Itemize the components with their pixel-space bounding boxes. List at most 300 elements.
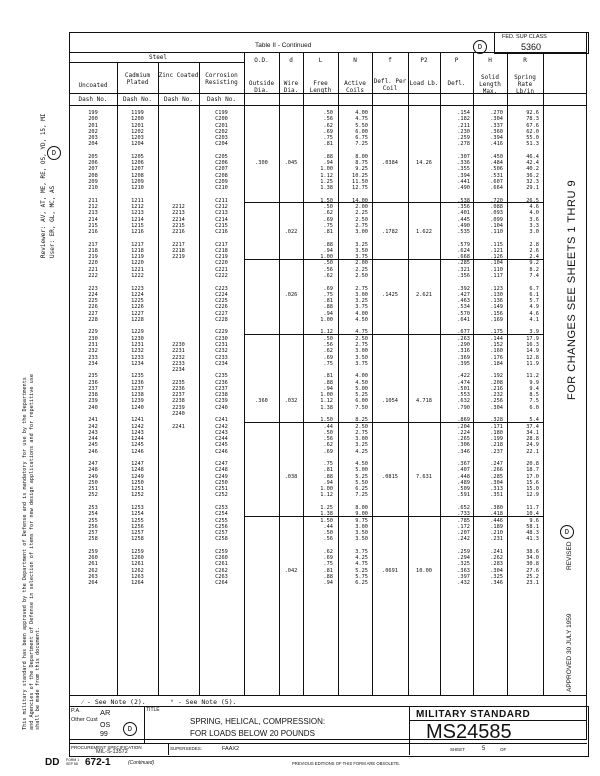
solid-length-cell: .117 xyxy=(490,273,503,280)
active-coils-cell: 3.00 xyxy=(355,523,368,530)
uncoated-cell: 233 xyxy=(88,354,98,361)
form-prefix: DD xyxy=(45,757,60,768)
defl-cell: .207 xyxy=(457,530,470,537)
fed-sup-class-label: FED. SUP CLASS xyxy=(502,34,547,40)
zinc-cell: 2237 xyxy=(172,392,185,399)
corrosion-cell: C207 xyxy=(215,166,228,173)
active-coils-cell: 4.75 xyxy=(355,329,368,336)
uncoated-cell: 240 xyxy=(88,404,98,411)
active-coils-cell: 12.75 xyxy=(352,185,368,192)
zinc-cell: 2232 xyxy=(172,354,185,361)
solid-length-cell: .171 xyxy=(490,423,503,430)
active-coils-cell: 3.00 xyxy=(355,291,368,298)
free-length-cell: .69 xyxy=(323,128,333,135)
free-length-cell: .81 xyxy=(323,467,333,474)
uncoated-cell: 217 xyxy=(88,241,98,248)
defl-cell: .401 xyxy=(457,210,470,217)
free-length-cell: .94 xyxy=(323,479,333,486)
defl-cell: .534 xyxy=(457,304,470,311)
uncoated-cell: 208 xyxy=(88,172,98,179)
solid-length-cell: .184 xyxy=(490,360,503,367)
spring-rate-cell: 9.6 xyxy=(529,517,539,524)
uncoated-cell: 244 xyxy=(88,436,98,443)
corrosion-cell: C233 xyxy=(215,354,228,361)
cadmium-cell: 1258 xyxy=(131,536,144,543)
cadmium-cell: 1254 xyxy=(131,511,144,518)
uncoated-cell: 262 xyxy=(88,567,98,574)
defl-cell: .259 xyxy=(457,548,470,555)
active-coils-cell: 6.00 xyxy=(355,398,368,405)
corrosion-cell: C229 xyxy=(215,329,228,336)
col-line xyxy=(543,52,544,695)
defl-cell: .336 xyxy=(457,160,470,167)
dashno-corrosion: Dash No. xyxy=(207,96,236,103)
active-coils-cell: 2.25 xyxy=(355,210,368,217)
free-length-cell: .88 xyxy=(323,473,333,480)
cadmium-cell: 1222 xyxy=(131,273,144,280)
defl-cell: .489 xyxy=(457,479,470,486)
solid-length-cell: .180 xyxy=(490,429,503,436)
free-length-cell: .56 xyxy=(323,266,333,273)
uncoated-cell: 251 xyxy=(88,486,98,493)
solid-length-cell: .304 xyxy=(490,567,503,574)
corrosion-cell: C223 xyxy=(215,285,228,292)
spring-rate-cell: 12.9 xyxy=(526,492,539,499)
solid-length-cell: .232 xyxy=(490,392,503,399)
spring-rate-cell: 5.4 xyxy=(529,417,539,424)
r-symbol: R xyxy=(523,57,527,64)
spring-rate-cell: 11.7 xyxy=(526,505,539,511)
free-length-cell: 1.12 xyxy=(320,172,333,179)
spring-rate-cell: 46.4 xyxy=(526,153,539,160)
active-coils-cell: 9.75 xyxy=(355,517,368,524)
free-length-cell: .94 xyxy=(323,310,333,317)
defl-cell: .445 xyxy=(457,216,470,223)
defl-cell: .306 xyxy=(457,442,470,449)
cadmium-cell: 1205 xyxy=(131,153,144,160)
free-length-cell: 1.38 xyxy=(320,404,333,411)
spring-rate-cell: 6.1 xyxy=(529,291,539,298)
free-length-cell: .56 xyxy=(323,536,333,543)
cadmium-cell: 1238 xyxy=(131,392,144,399)
active-coils-cell: 5.25 xyxy=(355,473,368,480)
solid-length-cell: .160 xyxy=(490,348,503,355)
spring-rate-cell: 36.2 xyxy=(526,172,539,179)
cadmium-cell: 1225 xyxy=(131,298,144,305)
uncoated-cell: 256 xyxy=(88,523,98,530)
corrosion-cell: C219 xyxy=(215,254,228,261)
cadmium-cell: 1261 xyxy=(131,561,144,568)
spring-rate-cell: 9.9 xyxy=(529,379,539,386)
corrosion-cell: C263 xyxy=(215,573,228,580)
defl-per-coil-cell: .0691 xyxy=(382,567,398,574)
solid-length-cell: .351 xyxy=(490,492,503,499)
uncoated-cell: 225 xyxy=(88,298,98,305)
cadmium-cell: 1200 xyxy=(131,116,144,123)
active-coils-cell: 3.25 xyxy=(355,298,368,305)
wire-dia-cell: .045 xyxy=(284,160,298,167)
uncoated-cell: 203 xyxy=(88,135,98,142)
spring-rate-cell: 22.1 xyxy=(526,448,539,455)
cadmium-cell: 1247 xyxy=(131,461,144,468)
free-length-cell: .62 xyxy=(323,122,333,129)
free-length-cell: 1.50 xyxy=(320,197,333,204)
solid-length-cell: .218 xyxy=(490,442,503,449)
active-coils-cell: 2.50 xyxy=(355,335,368,342)
uncoated-cell: 211 xyxy=(88,197,98,204)
reviewer-circle-d: D xyxy=(47,146,61,160)
corrosion-cell: C221 xyxy=(215,266,228,273)
cadmium-cell: 1244 xyxy=(131,436,144,443)
uncoated-cell: 257 xyxy=(88,530,98,537)
spring-rate-cell: 4.9 xyxy=(529,304,539,311)
cadmium-cell: 1259 xyxy=(131,548,144,555)
solid-length-cell: .110 xyxy=(490,266,503,273)
spring-rate-cell: 58.1 xyxy=(526,523,539,530)
cadmium-cell: 1206 xyxy=(131,160,144,167)
corrosion-cell: C250 xyxy=(215,479,228,486)
cadmium-cell: 1212 xyxy=(131,204,144,211)
corrosion-cell: C217 xyxy=(215,241,228,248)
defl-cell: .294 xyxy=(457,555,470,562)
spring-rate-cell: 48.3 xyxy=(526,530,539,537)
zinc-cell: 2218 xyxy=(172,247,185,254)
title-label: TITLE xyxy=(146,707,160,713)
cadmium-cell: 1248 xyxy=(131,467,144,474)
uncoated-cell: 216 xyxy=(88,229,98,236)
corrosion-cell: C260 xyxy=(215,555,228,562)
free-length-cell: .94 xyxy=(323,160,333,167)
free-length-cell: .69 xyxy=(323,354,333,361)
uncoated-cell: 260 xyxy=(88,555,98,562)
defl-cell: .367 xyxy=(457,461,470,468)
cadmium-cell: 1227 xyxy=(131,310,144,317)
defl-cell: .259 xyxy=(457,135,470,142)
defl-per-coil-cell: .0384 xyxy=(382,160,398,167)
solid-length-cell: .313 xyxy=(490,486,503,493)
cadmium-cell: 1203 xyxy=(131,135,144,142)
solid-length-cell: .446 xyxy=(490,517,503,524)
note5-symbol: ⱽ xyxy=(170,698,174,706)
active-coils-cell: 2.75 xyxy=(355,341,368,348)
active-coils-cell: 2.50 xyxy=(355,216,368,223)
cadmium-cell: 1208 xyxy=(131,172,144,179)
active-coils-cell: 4.00 xyxy=(355,310,368,317)
spring-rate-cell: 29.1 xyxy=(526,185,539,192)
active-coils-cell: 5.25 xyxy=(355,392,368,399)
spring-rate-cell: 10.4 xyxy=(526,511,539,518)
defl-cell: .591 xyxy=(457,492,470,499)
free-length-cell: .50 xyxy=(323,530,333,537)
group-separator xyxy=(244,259,543,260)
active-coils-cell: 8.00 xyxy=(355,505,368,511)
active-coils-cell: 4.75 xyxy=(355,561,368,568)
active-coils-cell: 11.50 xyxy=(352,178,368,185)
spring-rate-cell: 78.3 xyxy=(526,116,539,123)
defl-cell: .509 xyxy=(457,486,470,493)
cadmium-cell: 1201 xyxy=(131,122,144,129)
uncoated-cell: 204 xyxy=(88,141,98,148)
solid-length-header: Solid Length Max. xyxy=(479,74,501,95)
spring-rate-cell: 18.7 xyxy=(526,467,539,474)
spring-rate-cell: 28.8 xyxy=(526,436,539,443)
free-length-cell: .81 xyxy=(323,141,333,148)
cadmium-cell: 1255 xyxy=(131,517,144,524)
steel-line xyxy=(69,62,244,63)
defl-cell: .624 xyxy=(457,247,470,254)
free-length-cell: .50 xyxy=(323,335,333,342)
corrosion-cell: C256 xyxy=(215,523,228,530)
defl-cell: .397 xyxy=(457,573,470,580)
wire-dia-cell: .032 xyxy=(284,398,298,405)
corrosion-cell: C208 xyxy=(215,172,228,179)
uncoated-cell: 259 xyxy=(88,548,98,555)
corrosion-cell: C257 xyxy=(215,530,228,537)
spring-rate-cell: 62.0 xyxy=(526,128,539,135)
active-coils-cell: 3.50 xyxy=(355,536,368,543)
uncoated-cell: 221 xyxy=(88,266,98,273)
spring-rate-cell: 15.0 xyxy=(526,486,539,493)
wire-dia-cell: .042 xyxy=(284,567,298,574)
active-coils-cell: 10.25 xyxy=(352,172,368,179)
zinc-cell: 2238 xyxy=(172,398,185,405)
spring-rate-cell: 37.4 xyxy=(526,423,539,430)
doc-number: MS24585 xyxy=(426,721,512,743)
zinc-cell: 2240 xyxy=(172,410,185,417)
defl-cell: .230 xyxy=(457,128,470,135)
cadmium-cell: 1231 xyxy=(131,341,144,348)
wire-dia-cell: .022 xyxy=(284,229,298,236)
cadmium-cell: 1211 xyxy=(131,197,144,204)
defl-cell: .441 xyxy=(457,178,470,185)
free-length-cell: .50 xyxy=(323,429,333,436)
uncoated-cell: 228 xyxy=(88,316,98,323)
active-coils-cell: 2.75 xyxy=(355,222,368,229)
proc-spec-value: MIL-S-13572 xyxy=(96,749,128,755)
solid-length-cell: .104 xyxy=(490,222,503,229)
spring-rate-cell: 17.0 xyxy=(526,473,539,480)
corrosion-cell: C201 xyxy=(215,122,228,129)
zinc-cell: 2234 xyxy=(172,367,185,374)
free-length-cell: .75 xyxy=(323,561,333,568)
zinc-cell: 2239 xyxy=(172,404,185,411)
corrosion-cell: C254 xyxy=(215,511,228,518)
solid-length-cell: .152 xyxy=(490,341,503,348)
notes-line xyxy=(69,695,587,696)
defl-cell: .356 xyxy=(457,204,470,211)
col-line xyxy=(279,52,280,695)
corrosion-header: Corrosion Resisting xyxy=(205,72,238,86)
corrosion-cell: C262 xyxy=(215,567,228,574)
corrosion-cell: C235 xyxy=(215,373,228,380)
reviewer-text: Reviewer: AV, AT, ME, RE, OS, YD, 15, MI xyxy=(40,113,47,258)
free-length-cell: 1.38 xyxy=(320,185,333,192)
defl-cell: .394 xyxy=(457,172,470,179)
zinc-cell: 2216 xyxy=(172,229,185,236)
free-length-cell: .69 xyxy=(323,555,333,562)
zinc-cell: 2212 xyxy=(172,204,185,211)
active-coils-cell: 3.75 xyxy=(355,304,368,311)
solid-length-cell: .484 xyxy=(490,160,503,167)
active-coils-cell: 5.00 xyxy=(355,385,368,392)
corrosion-cell: C205 xyxy=(215,153,228,160)
solid-length-cell: .088 xyxy=(490,204,503,211)
defl-cell: .785 xyxy=(457,517,470,524)
header-circle-d: D xyxy=(473,40,487,54)
solid-length-cell: .285 xyxy=(490,473,503,480)
uncoated-cell: 226 xyxy=(88,304,98,311)
cadmium-cell: 1241 xyxy=(131,417,144,424)
uncoated-cell: 234 xyxy=(88,360,98,367)
cadmium-cell: 1204 xyxy=(131,141,144,148)
defl-cell: .869 xyxy=(457,417,470,424)
solid-length-cell: .169 xyxy=(490,316,503,323)
corrosion-cell: C222 xyxy=(215,273,228,280)
corrosion-cell: C204 xyxy=(215,141,228,148)
spring-rate-cell: 12.8 xyxy=(526,354,539,361)
approved-date: APPROVED 30 JULY 1959 xyxy=(566,613,573,692)
cadmium-cell: 1246 xyxy=(131,448,144,455)
defl-cell: .395 xyxy=(457,360,470,367)
uncoated-cell: 200 xyxy=(88,116,98,123)
defl-cell: .448 xyxy=(457,473,470,480)
defl-cell: .285 xyxy=(457,260,470,267)
corrosion-cell: C258 xyxy=(215,536,228,543)
uncoated-cell: 206 xyxy=(88,160,98,167)
cadmium-cell: 1214 xyxy=(131,216,144,223)
col-line xyxy=(372,52,373,695)
spring-rate-cell: 2.6 xyxy=(529,247,539,254)
spring-rate-cell: 67.6 xyxy=(526,122,539,129)
spring-rate-cell: 3.9 xyxy=(529,329,539,336)
free-length-cell: 1.00 xyxy=(320,392,333,399)
group-separator xyxy=(244,334,543,335)
cadmium-cell: 1253 xyxy=(131,505,144,511)
corrosion-cell: C264 xyxy=(215,580,228,587)
corrosion-cell: C206 xyxy=(215,160,228,167)
cadmium-cell: 1243 xyxy=(131,429,144,436)
zinc-cell: 2213 xyxy=(172,210,185,217)
spring-rate-cell: 9.4 xyxy=(529,385,539,392)
active-coils-cell: 6.75 xyxy=(355,135,368,142)
sheet-value: 5 xyxy=(482,746,486,752)
solid-length-cell: .262 xyxy=(490,555,503,562)
defl-cell: .172 xyxy=(457,523,470,530)
cadmium-cell: 1213 xyxy=(131,210,144,217)
zinc-cell: 2230 xyxy=(172,341,185,348)
spring-rate-cell: 41.3 xyxy=(526,536,539,543)
cadmium-cell: 1257 xyxy=(131,530,144,537)
free-length-cell: .62 xyxy=(323,273,333,280)
sheet-label: SHEET xyxy=(450,747,466,752)
uncoated-cell: 212 xyxy=(88,204,98,211)
corrosion-cell: C238 xyxy=(215,392,228,399)
title-line2: FOR LOADS BELOW 20 POUNDS xyxy=(190,729,315,738)
cadmium-cell: 1251 xyxy=(131,486,144,493)
left-margin-notice xyxy=(22,370,42,730)
solid-length-cell: .231 xyxy=(490,536,503,543)
proc-spec-label: PROCUREMENT SPECIFICATION xyxy=(71,745,142,750)
free-length-cell: .56 xyxy=(323,341,333,348)
solid-length-cell: .531 xyxy=(490,172,503,179)
note2-text: ⁄ - See Note (2). xyxy=(82,698,146,706)
corrosion-cell: C251 xyxy=(215,486,228,493)
spring-rate-cell: 4.0 xyxy=(529,210,539,217)
active-coils-cell: 4.00 xyxy=(355,110,368,116)
free-length-cell: .88 xyxy=(323,153,333,160)
corrosion-cell: C248 xyxy=(215,467,228,474)
solid-length-cell: .130 xyxy=(490,291,503,298)
free-length-cell: 1.25 xyxy=(320,505,333,511)
spring-rate-cell: 5.7 xyxy=(529,298,539,305)
active-coils-cell: 6.25 xyxy=(355,580,368,587)
solid-length-cell: .450 xyxy=(490,153,503,160)
col-line xyxy=(408,52,409,695)
spring-rate-cell: 2.4 xyxy=(529,254,539,261)
uncoated-cell: 237 xyxy=(88,385,98,392)
uncoated-cell: 205 xyxy=(88,153,98,160)
free-length-cell: .94 xyxy=(323,580,333,587)
spring-rate-cell: 51.3 xyxy=(526,141,539,148)
defl-cell: .790 xyxy=(457,404,470,411)
cadmium-cell: 1250 xyxy=(131,479,144,486)
defl-cell: .677 xyxy=(457,329,470,336)
corrosion-cell: C245 xyxy=(215,442,228,449)
free-length-cell: 1.00 xyxy=(320,486,333,493)
solid-length-cell: .176 xyxy=(490,354,503,361)
header-line xyxy=(69,52,587,53)
spring-rate-cell: 7.4 xyxy=(529,273,539,280)
corrosion-cell: C259 xyxy=(215,548,228,555)
uncoated-cell: 254 xyxy=(88,511,98,518)
cadmium-cell: 1217 xyxy=(131,241,144,248)
corrosion-cell: C226 xyxy=(215,304,228,311)
defl-cell: .211 xyxy=(457,122,470,129)
user-text: User: ER, GL, MC, AS xyxy=(49,185,56,258)
free-length-cell: .62 xyxy=(323,348,333,355)
free-length-cell: 1.25 xyxy=(320,178,333,185)
cadmium-cell: 1249 xyxy=(131,473,144,480)
active-coils-cell: 4.50 xyxy=(355,316,368,323)
defl-cell: .579 xyxy=(457,241,470,248)
defl-cell: .652 xyxy=(457,505,470,511)
defl-cell: .154 xyxy=(457,110,470,116)
active-coils-cell: 4.25 xyxy=(355,555,368,562)
defl-cell: .668 xyxy=(457,254,470,261)
corrosion-cell: C244 xyxy=(215,436,228,443)
corrosion-cell: C237 xyxy=(215,385,228,392)
corrosion-cell: C199 xyxy=(215,110,228,116)
active-coils-cell: 7.25 xyxy=(355,492,368,499)
active-coils-cell: 8.25 xyxy=(355,417,368,424)
zinc-header: Zinc Coated xyxy=(158,72,199,79)
uncoated-cell: 213 xyxy=(88,210,98,217)
spring-rate-cell: 14.9 xyxy=(526,348,539,355)
solid-length-cell: .126 xyxy=(490,254,503,261)
corrosion-cell: C231 xyxy=(215,341,228,348)
solid-length-cell: .416 xyxy=(490,141,503,148)
corrosion-cell: C220 xyxy=(215,260,228,267)
load-cell: 10.00 xyxy=(416,567,432,574)
free-length-cell: .81 xyxy=(323,567,333,574)
defl-cell: .463 xyxy=(457,298,470,305)
free-length-cell: .44 xyxy=(323,523,333,530)
titleblock-circle-d: D xyxy=(123,722,137,736)
free-length-cell: .50 xyxy=(323,204,333,211)
uncoated-cell: 220 xyxy=(88,260,98,267)
defl-cell: .474 xyxy=(457,379,470,386)
uncoated-cell: 238 xyxy=(88,392,98,399)
